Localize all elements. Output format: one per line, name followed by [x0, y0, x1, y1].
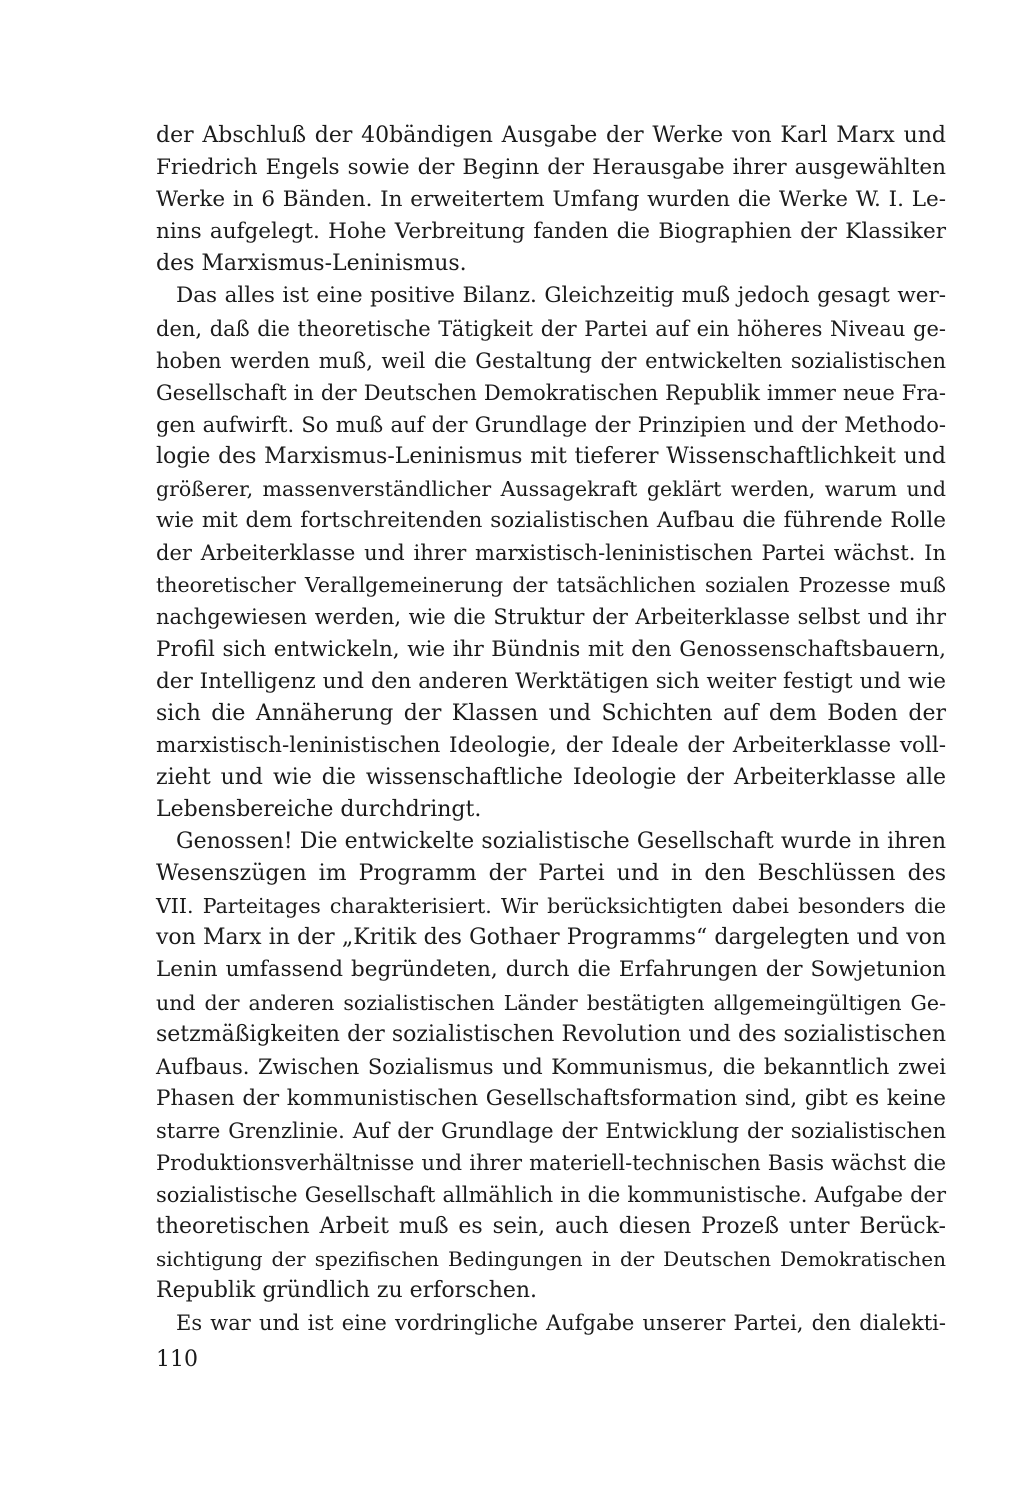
- paragraph: [156, 120, 946, 280]
- text-line: setzmäßigkeiten der sozialistischen Revolution und des sozialistischen: [156, 1021, 946, 1047]
- text-line: Wesenszügen im Programm der Partei und in den Beschlüssen des: [156, 861, 946, 887]
- text-line: Genossen! Die entwickelte sozialistische Gesellschaft wurde in ihren: [176, 829, 946, 855]
- text-line: gen aufwirft. So muß auf der Grundlage der Prinzipien und der Methodo-: [156, 412, 946, 437]
- paragraph: [156, 826, 946, 1307]
- text-line: Phasen der kommunistischen Gesellschaftsformation sind, gibt es keine: [156, 1085, 946, 1111]
- paragraph: [156, 1307, 946, 1339]
- text-line: marxistisch-leninistischen Ideologie, der Ideale der Arbeiterklasse voll-: [156, 732, 946, 758]
- paragraph: [156, 280, 946, 826]
- text-line: Lebensbereiche durchdringt.: [156, 796, 482, 822]
- text-line: des Marxismus-Leninismus.: [156, 251, 467, 277]
- text-line: der Abschluß der 40bändigen Ausgabe der Werke von Karl Marx und: [156, 123, 946, 148]
- text-line: und der anderen sozialistischen Länder bestätigten allgemeingültigen Ge-: [156, 990, 946, 1015]
- text-line: nins aufgelegt. Hohe Verbreitung fanden die Biographien der Klassiker: [156, 219, 946, 245]
- text-line: VII. Parteitages charakterisiert. Wir berücksichtigten dabei besonders die: [156, 894, 946, 919]
- text-line: hoben werden muß, weil die Gestaltung der entwickelten sozialistischen: [156, 348, 946, 373]
- text-line: Lenin umfassend begründeten, durch die Erfahrungen der Sowjetunion: [156, 957, 946, 983]
- text-line: Profil sich entwickeln, wie ihr Bündnis mit den Genossenschaftsbauern,: [156, 636, 946, 662]
- text-line: nachgewiesen werden, wie die Struktur der Arbeiterklasse selbst und ihr: [156, 605, 946, 630]
- text-line: von Marx in der „Kritik des Gothaer Programms“ dargelegten und von: [156, 925, 946, 951]
- text-line: Friedrich Engels sowie der Beginn der Herausgabe ihrer ausgewählten: [156, 155, 946, 181]
- text-line: der Intelligenz und den anderen Werktätigen sich weiter festigt und wie: [156, 668, 946, 694]
- text-line: Gesellschaft in der Deutschen Demokratischen Republik immer neue Fra-: [156, 380, 946, 405]
- body-text: [156, 120, 946, 1340]
- text-line: Es war und ist eine vordringliche Aufgabe unserer Partei, den dialekti-: [176, 1311, 946, 1336]
- text-line: zieht und wie die wissenschaftliche Ideologie der Arbeiterklasse alle: [156, 764, 946, 790]
- text-line: den, daß die theoretische Tätigkeit der Partei auf ein höheres Niveau ge-: [156, 316, 946, 341]
- text-line: logie des Marxismus-Leninismus mit tieferer Wissenschaftlichkeit und: [156, 443, 946, 469]
- text-line: größerer, massenverständlicher Aussagekraft geklärt werden, warum und: [156, 477, 946, 502]
- text-line: theoretischer Verallgemeinerung der tatsächlichen sozialen Prozesse muß: [156, 573, 946, 598]
- text-line: sichtigung der spezifischen Bedingungen in der Deutschen Demokratischen: [156, 1247, 946, 1272]
- text-line: Das alles ist eine positive Bilanz. Gleichzeitig muß jedoch gesagt wer-: [176, 283, 946, 309]
- text-line: der Arbeiterklasse und ihrer marxistisch-leninistischen Partei wächst. In: [156, 541, 946, 566]
- text-line: theoretischen Arbeit muß es sein, auch diesen Prozeß unter Berück-: [156, 1214, 946, 1240]
- text-line: Produktionsverhältnisse und ihrer materiell-technischen Basis wächst die: [156, 1151, 946, 1175]
- text-line: sozialistische Gesellschaft allmählich in die kommunistische. Aufgabe der: [156, 1183, 946, 1208]
- text-line: wie mit dem fortschreitenden sozialistischen Aufbau die führende Rolle: [156, 508, 946, 534]
- text-line: Aufbaus. Zwischen Sozialismus und Kommunismus, die bekanntlich zwei: [156, 1054, 946, 1079]
- page-number: 110: [156, 1347, 198, 1372]
- text-line: Werke in 6 Bänden. In erweitertem Umfang wurden die Werke W. I. Le-: [156, 187, 946, 213]
- text-line: Republik gründlich zu erforschen.: [156, 1278, 538, 1304]
- text-line: starre Grenzlinie. Auf der Grundlage der Entwicklung der sozialistischen: [156, 1118, 946, 1143]
- text-line: sich die Annäherung der Klassen und Schichten auf dem Boden der: [156, 700, 946, 726]
